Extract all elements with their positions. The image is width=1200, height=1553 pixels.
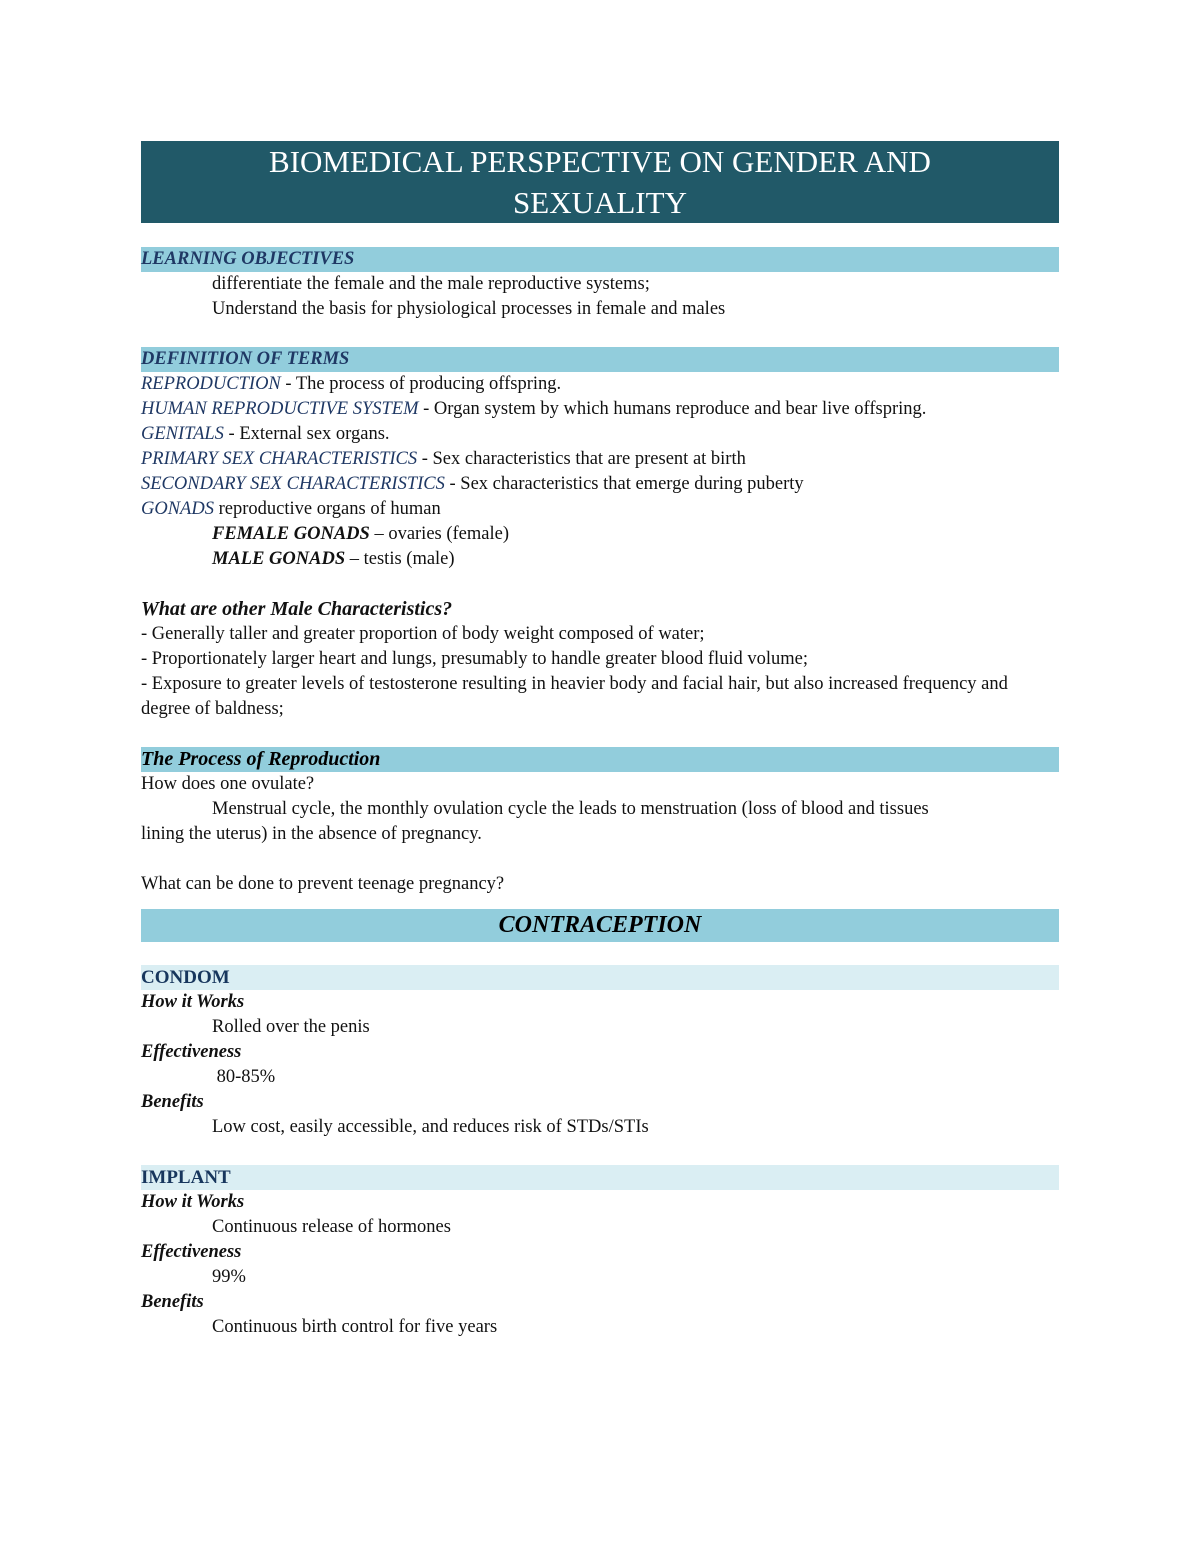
def-male-gonads-text: – testis (male) (345, 549, 455, 569)
def-female-gonads-text: – ovaries (female) (369, 524, 510, 544)
term-primary: PRIMARY SEX CHARACTERISTICS (141, 449, 422, 469)
objective-2: Understand the basis for physiological processes in female and males (212, 299, 726, 319)
process-heading: The Process of Reproduction (141, 747, 1059, 772)
objective-1: differentiate the female and the male reproductive systems; (212, 274, 650, 294)
implant-eff: 99% (212, 1267, 246, 1287)
term-male-gonads: MALE GONADS (212, 549, 346, 569)
def-secondary-text: - Sex characteristics that emerge during puberty (444, 474, 804, 494)
ovulate-answer-1: Menstrual cycle, the monthly ovulation cycle the leads to menstruation (loss of blood and tissues (212, 799, 929, 819)
condom-eff-label: Effectiveness (141, 1042, 242, 1062)
document-content (141, 141, 1059, 1340)
term-human-reproductive-system: HUMAN REPRODUCTIVE SYSTEM (141, 399, 419, 419)
male-char-3: - Exposure to greater levels of testosterone resulting in heavier body and facial hair, but also increased frequency and degree of baldness; (141, 674, 1008, 719)
implant-ben: Continuous birth control for five years (212, 1317, 498, 1337)
prevention-question: What can be done to prevent teenage pregnancy? (141, 874, 505, 894)
condom-ben-label: Benefits (141, 1092, 204, 1112)
ovulate-question: How does one ovulate? (141, 774, 315, 794)
term-secondary: SECONDARY SEX CHARACTERISTICS (141, 474, 445, 494)
implant-how: Continuous release of hormones (212, 1217, 451, 1237)
def-male-gonads (141, 547, 1059, 572)
male-char-2: - Proportionately larger heart and lungs, presumably to handle greater blood fluid volume; (141, 649, 809, 669)
def-genitals (141, 422, 1059, 447)
def-primary (141, 447, 1059, 472)
term-genitals: GENITALS (141, 424, 224, 444)
contraception-heading: CONTRACEPTION (141, 909, 1059, 942)
title-line-2: SEXUALITY (513, 185, 687, 220)
implant-heading: IMPLANT (141, 1165, 1059, 1190)
learning-objectives-heading: LEARNING OBJECTIVES (141, 247, 1059, 272)
def-primary-text: - Sex characteristics that are present at birth (421, 449, 746, 469)
ovulate-answer-2: lining the uterus) in the absence of pregnancy. (141, 824, 482, 844)
condom-how: Rolled over the penis (212, 1017, 370, 1037)
def-secondary (141, 472, 1059, 497)
def-genitals-text: - External sex organs. (223, 424, 390, 444)
document-title (141, 141, 1059, 223)
def-reproduction-text: - The process of producing offspring. (280, 374, 562, 394)
term-gonads: GONADS (141, 499, 214, 519)
def-gonads (141, 497, 1059, 522)
male-characteristics-question: What are other Male Characteristics? (141, 598, 453, 620)
condom-heading: CONDOM (141, 965, 1059, 990)
term-female-gonads: FEMALE GONADS (212, 524, 370, 544)
def-female-gonads (141, 522, 1059, 547)
def-reproduction (141, 372, 1059, 397)
implant-eff-label: Effectiveness (141, 1242, 242, 1262)
condom-how-label: How it Works (141, 992, 245, 1012)
implant-ben-label: Benefits (141, 1292, 204, 1312)
condom-ben: Low cost, easily accessible, and reduces risk of STDs/STIs (212, 1117, 649, 1137)
implant-how-label: How it Works (141, 1192, 245, 1212)
condom-eff: 80-85% (212, 1067, 276, 1087)
def-human-reproductive-system (141, 397, 1001, 422)
term-reproduction: REPRODUCTION (141, 374, 281, 394)
def-gonads-text: reproductive organs of human (213, 499, 441, 519)
title-line-1: BIOMEDICAL PERSPECTIVE ON GENDER AND (269, 144, 931, 179)
definitions-heading: DEFINITION OF TERMS (141, 347, 1059, 372)
male-char-1: - Generally taller and greater proportion of body weight composed of water; (141, 624, 705, 644)
def-hrs-text: - Organ system by which humans reproduce and bear live offspring. (418, 399, 927, 419)
